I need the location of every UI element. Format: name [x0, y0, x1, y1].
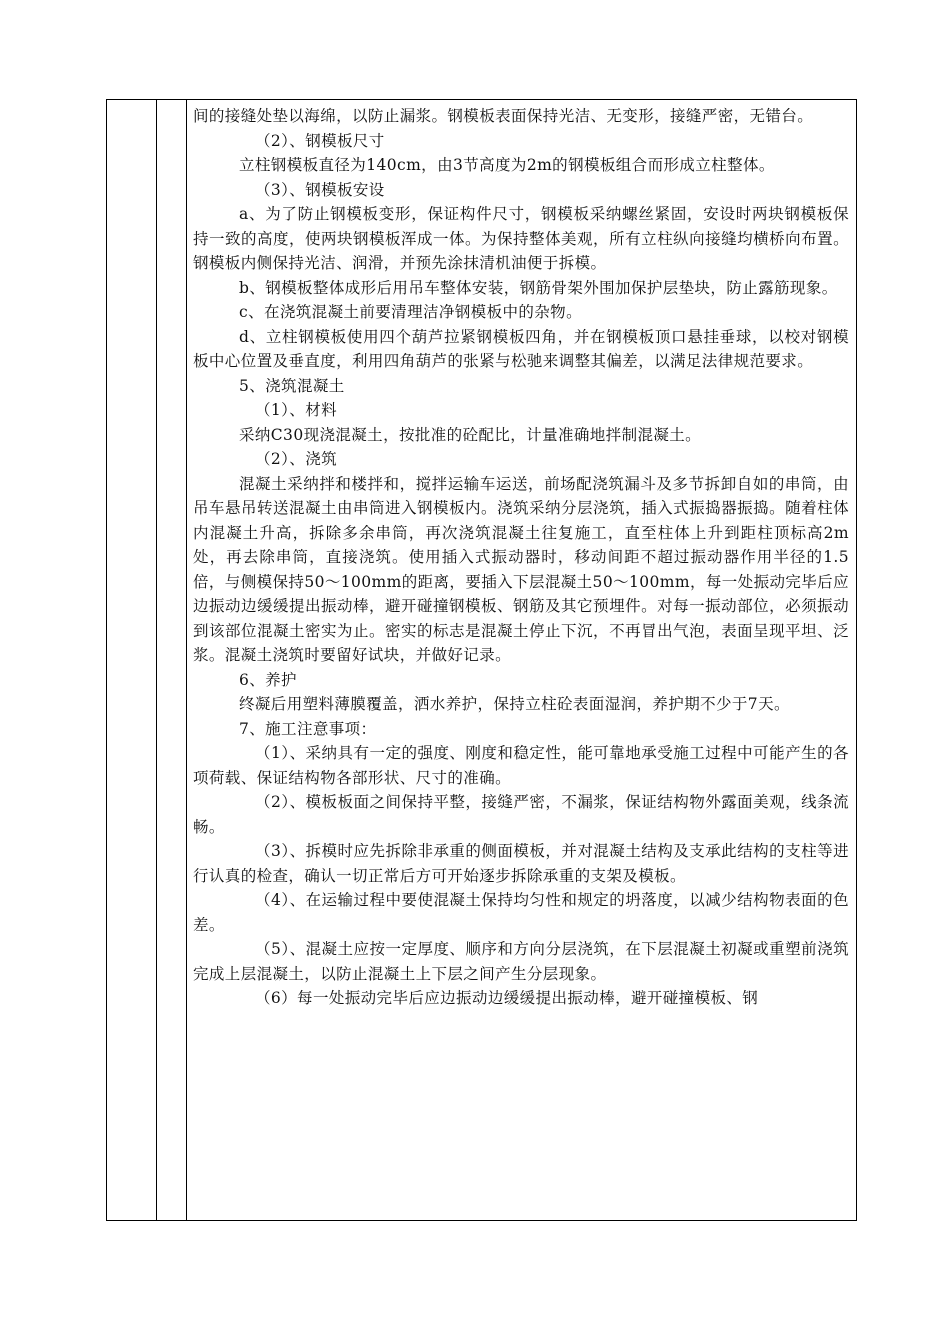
paragraph-install-d: d、立柱钢模板使用四个葫芦拉紧钢模板四角，并在钢模板顶口悬挂垂球，以校对钢模板中心位置及垂直度，利用四角葫芦的张紧与松驰来调整其偏差，以满足法律规范要求。 — [193, 327, 849, 370]
paragraph-precaution-4: （4）、在运输过程中要使混凝土保持均匀性和规定的坍落度，以减少结构物表面的色差。 — [193, 891, 849, 934]
column-divider-2 — [186, 100, 187, 1220]
content-cell — [193, 104, 849, 1011]
paragraph-precaution-1: （1）、采纳具有一定的强度、刚度和稳定性，能可靠地承受施工过程中可能产生的各项荷载、保证结构物各部形状、尺寸的准确。 — [193, 744, 849, 787]
column-divider-1 — [156, 100, 157, 1220]
paragraph-install-b: b、钢模板整体成形后用吊车整体安装，钢筋骨架外围加保护层垫块，防止露筋现象。 — [239, 278, 838, 297]
paragraph-precaution-3: （3）、拆模时应先拆除非承重的侧面模板，并对混凝土结构及支承此结构的支柱等进行认真的检查，确认一切正常后方可开始逐步拆除承重的支架及模板。 — [193, 842, 849, 885]
heading-curing: 6、养护 — [239, 670, 297, 689]
paragraph-install-c: c、在浇筑混凝土前要清理洁净钢模板中的杂物。 — [239, 303, 582, 321]
paragraph-pouring: 混凝土采纳拌和楼拌和，搅拌运输车运送，前场配浇筑漏斗及多节拆卸自如的串筒，由吊车悬吊转送混凝土由串筒进入钢模板内。浇筑采纳分层浇筑，插入式振捣器振捣。随着柱体内混凝土升高，拆除多余串筒，再次浇筑混凝土往复施工，直至柱体上升到距柱顶标高2m处，再去除串筒，直接浇筑。使用插入式振动器时，移动间距不超过振动器作用半径的1.5倍，与侧模保持50～100mm的距离，要插入下层混凝土50～100mm，每一处振动完毕后应边振动边缓缓提出振动棒，避开碰撞钢模板、钢筋及其它预埋件。对每一振动部位，必须振动到该部位混凝土密实为止。密实的标志是混凝土停止下沉，不再冒出气泡，表面呈现平坦、泛浆。混凝土浇筑时要留好试块，并做好记录。 — [193, 474, 849, 664]
paragraph-continuation: 间的接缝处垫以海绵，以防止漏浆。钢模板表面保持光洁、无变形，接缝严密，无错台。 — [193, 107, 814, 125]
subheading-formwork-size: （2）、钢模板尺寸 — [255, 131, 385, 150]
subheading-materials: （1）、材料 — [255, 401, 338, 419]
paragraph-materials: 采纳C30现浇混凝土，按批准的砼配比，计量准确地拌制混凝土。 — [239, 425, 702, 444]
paragraph-install-a: a、为了防止钢模板变形，保证构件尺寸，钢模板采纳螺丝紧固，安设时两块钢模板保持一致的高度，使两块钢模板浑成一体。为保持整体美观，所有立柱纵向接缝均横桥向布置。钢模板内侧保持光洁、润滑，并预先涂抹清机油便于拆模。 — [193, 205, 849, 272]
heading-precautions: 7、施工注意事项： — [239, 719, 377, 738]
document-table — [106, 99, 857, 1221]
subheading-formwork-install: （3）、钢模板安设 — [255, 180, 385, 199]
paragraph-formwork-size: 立柱钢模板直径为140cm，由3节高度为2m的钢模板组合而形成立柱整体。 — [239, 156, 775, 174]
paragraph-precaution-6: （6）每一处振动完毕后应边振动边缓缓提出振动棒，避开碰撞模板、钢 — [255, 989, 759, 1007]
paragraph-curing: 终凝后用塑料薄膜覆盖，洒水养护，保持立柱砼表面湿润，养护期不少于7天。 — [239, 695, 790, 713]
paragraph-precaution-2: （2）、模板板面之间保持平整，接缝严密，不漏浆，保证结构物外露面美观，线条流畅。 — [193, 793, 849, 836]
paragraph-precaution-5: （5）、混凝土应按一定厚度、顺序和方向分层浇筑，在下层混凝土初凝或重塑前浇筑完成上层混凝土，以防止混凝土上下层之间产生分层现象。 — [193, 940, 849, 983]
heading-pour-concrete: 5、浇筑混凝土 — [239, 376, 345, 395]
subheading-pouring: （2）、浇筑 — [255, 450, 338, 468]
